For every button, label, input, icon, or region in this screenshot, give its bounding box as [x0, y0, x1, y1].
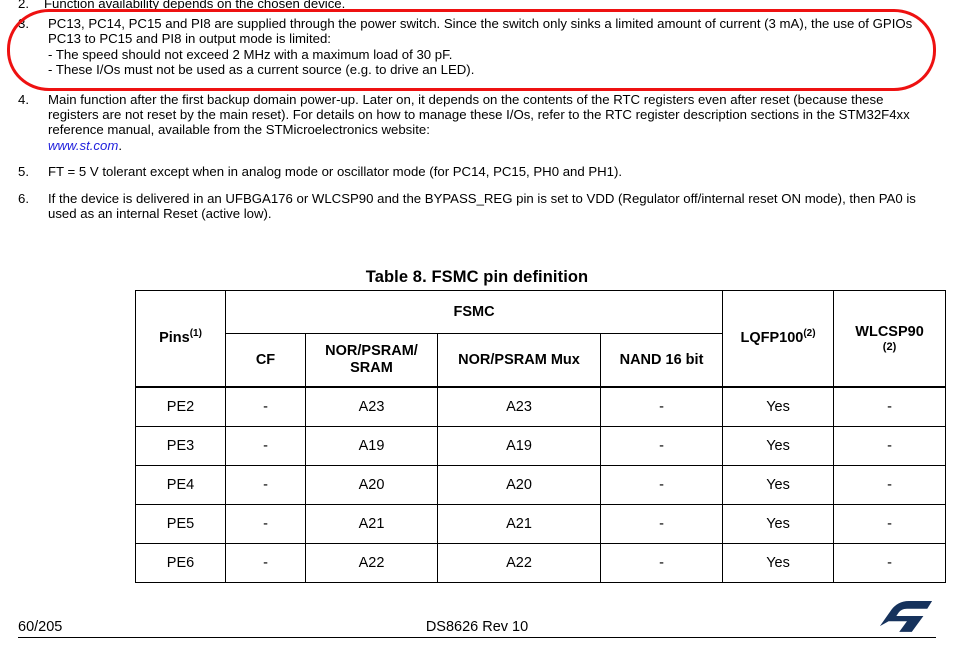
cell-wlcsp90: -: [834, 387, 946, 427]
cell-cf: -: [226, 505, 306, 544]
table-row: [136, 387, 946, 427]
clipped-note-text: Function availability depends on the chosen device.: [44, 0, 346, 10]
footnote-text: If the device is delivered in an UFBGA176 or WLCSP90 and the BYPASS_REG pin is set to VDD (Regulator off/internal reset ON mode), then PA0 is used as an internal Reset (active low).: [48, 190, 916, 222]
cell-pin: PE5: [136, 505, 226, 544]
cell-nand-16-bit: -: [601, 387, 723, 427]
footnote-subline: - These I/Os must not be used as a current source (e.g. to drive an LED).: [48, 62, 475, 78]
cell-wlcsp90: -: [834, 505, 946, 544]
table-row: [136, 544, 946, 583]
cell-nor-psram-mux: A22: [438, 544, 601, 583]
cell-pin: PE2: [136, 387, 226, 427]
cell-cf: -: [226, 466, 306, 505]
column-header-nand-16-bit: NAND 16 bit: [601, 334, 723, 388]
cell-nor-psram-sram: A22: [306, 544, 438, 583]
column-header-nor-psram-sram-line1: NOR/PSRAM/: [325, 343, 418, 359]
cell-cf: -: [226, 544, 306, 583]
footnote-item-6: [18, 191, 934, 222]
cell-nor-psram-mux: A19: [438, 427, 601, 466]
footnote-number: 6.: [18, 190, 29, 206]
footnote-number: 5.: [18, 164, 29, 180]
footnote-item-5: [18, 164, 934, 179]
column-header-pins: [136, 291, 226, 388]
column-header-pins-label: Pins: [159, 330, 190, 346]
cell-lqfp100: Yes: [723, 466, 834, 505]
cell-lqfp100: Yes: [723, 505, 834, 544]
cell-nor-psram-sram: A19: [306, 427, 438, 466]
cell-pin: PE6: [136, 544, 226, 583]
footnote-item-3: [18, 16, 934, 78]
footnote-item-4: [18, 92, 934, 154]
cell-nand-16-bit: -: [601, 427, 723, 466]
footnote-link-line: [48, 138, 934, 153]
column-header-wlcsp90-label: WLCSP90: [855, 324, 924, 340]
fsmc-pin-definition-table: [135, 290, 945, 583]
cell-pin: PE3: [136, 427, 226, 466]
cell-nor-psram-mux: A20: [438, 466, 601, 505]
cell-nor-psram-mux: A21: [438, 505, 601, 544]
footnote-number: 3.: [18, 16, 29, 31]
table-caption: Table 8. FSMC pin definition: [365, 268, 589, 286]
footer-divider: [18, 637, 936, 638]
st-com-link[interactable]: www.st.com: [48, 137, 119, 153]
cell-lqfp100: Yes: [723, 387, 834, 427]
cell-cf: -: [226, 427, 306, 466]
column-header-wlcsp90: [834, 291, 946, 388]
table-row: [136, 427, 946, 466]
cell-wlcsp90: -: [834, 466, 946, 505]
footnote-text: Main function after the first backup domain power-up. Later on, it depends on the contents of the RTC registers even after reset (because these registers are not reset by the main reset). For details on how to manage these I/Os, refer to the RTC register description sections in the STM32F4xx reference manual, available from the STMicroelectronics website:: [48, 91, 910, 138]
footnote-text: FT = 5 V tolerant except when in analog mode or oscillator mode (for PC14, PC15, PH0 and PH1).: [48, 164, 623, 180]
footer-page-number: 60/205: [18, 619, 63, 635]
column-header-cf: CF: [226, 334, 306, 388]
cell-nor-psram-sram: A20: [306, 466, 438, 505]
column-header-wlcsp90-superscript: (2): [882, 341, 897, 353]
table-row: [136, 466, 946, 505]
cell-nand-16-bit: -: [601, 544, 723, 583]
column-header-pins-superscript: (1): [189, 328, 202, 340]
column-header-lqfp100-label: LQFP100: [740, 330, 804, 346]
cell-cf: -: [226, 387, 306, 427]
column-group-header-fsmc: FSMC: [226, 291, 723, 334]
footer-document-id: DS8626 Rev 10: [425, 619, 529, 635]
column-header-nor-psram-sram-line2: SRAM: [350, 360, 393, 376]
st-logo-icon: [877, 596, 935, 634]
table-header-row-1: [136, 291, 946, 334]
column-header-nor-psram-sram: [306, 334, 438, 388]
cell-wlcsp90: -: [834, 544, 946, 583]
cell-lqfp100: Yes: [723, 427, 834, 466]
column-header-lqfp100-superscript: (2): [803, 328, 816, 340]
footnote-subline: - The speed should not exceed 2 MHz with a maximum load of 30 pF.: [48, 46, 453, 62]
cell-wlcsp90: -: [834, 427, 946, 466]
table-body: [136, 387, 946, 583]
cell-nand-16-bit: -: [601, 466, 723, 505]
cell-nor-psram-mux: A23: [438, 387, 601, 427]
table-row: [136, 505, 946, 544]
clipped-note-2: [18, 0, 918, 10]
cell-lqfp100: Yes: [723, 544, 834, 583]
table-header: [136, 291, 946, 388]
clipped-note-number: 2.: [18, 0, 29, 10]
cell-pin: PE4: [136, 466, 226, 505]
footnote-number: 4.: [18, 91, 29, 107]
cell-nor-psram-sram: A23: [306, 387, 438, 427]
footnote-text: PC13, PC14, PC15 and PI8 are supplied through the power switch. Since the switch only sinks a limited amount of current (3 mA), the use of GPIOs PC13 to PC15 and PI8 in output mode is limited:: [48, 16, 913, 47]
cell-nand-16-bit: -: [601, 505, 723, 544]
column-header-lqfp100: [723, 291, 834, 388]
column-header-nor-psram-mux: NOR/PSRAM Mux: [438, 334, 601, 388]
footnote-link-suffix: .: [118, 137, 123, 153]
cell-nor-psram-sram: A21: [306, 505, 438, 544]
footnote-list: [18, 16, 934, 232]
